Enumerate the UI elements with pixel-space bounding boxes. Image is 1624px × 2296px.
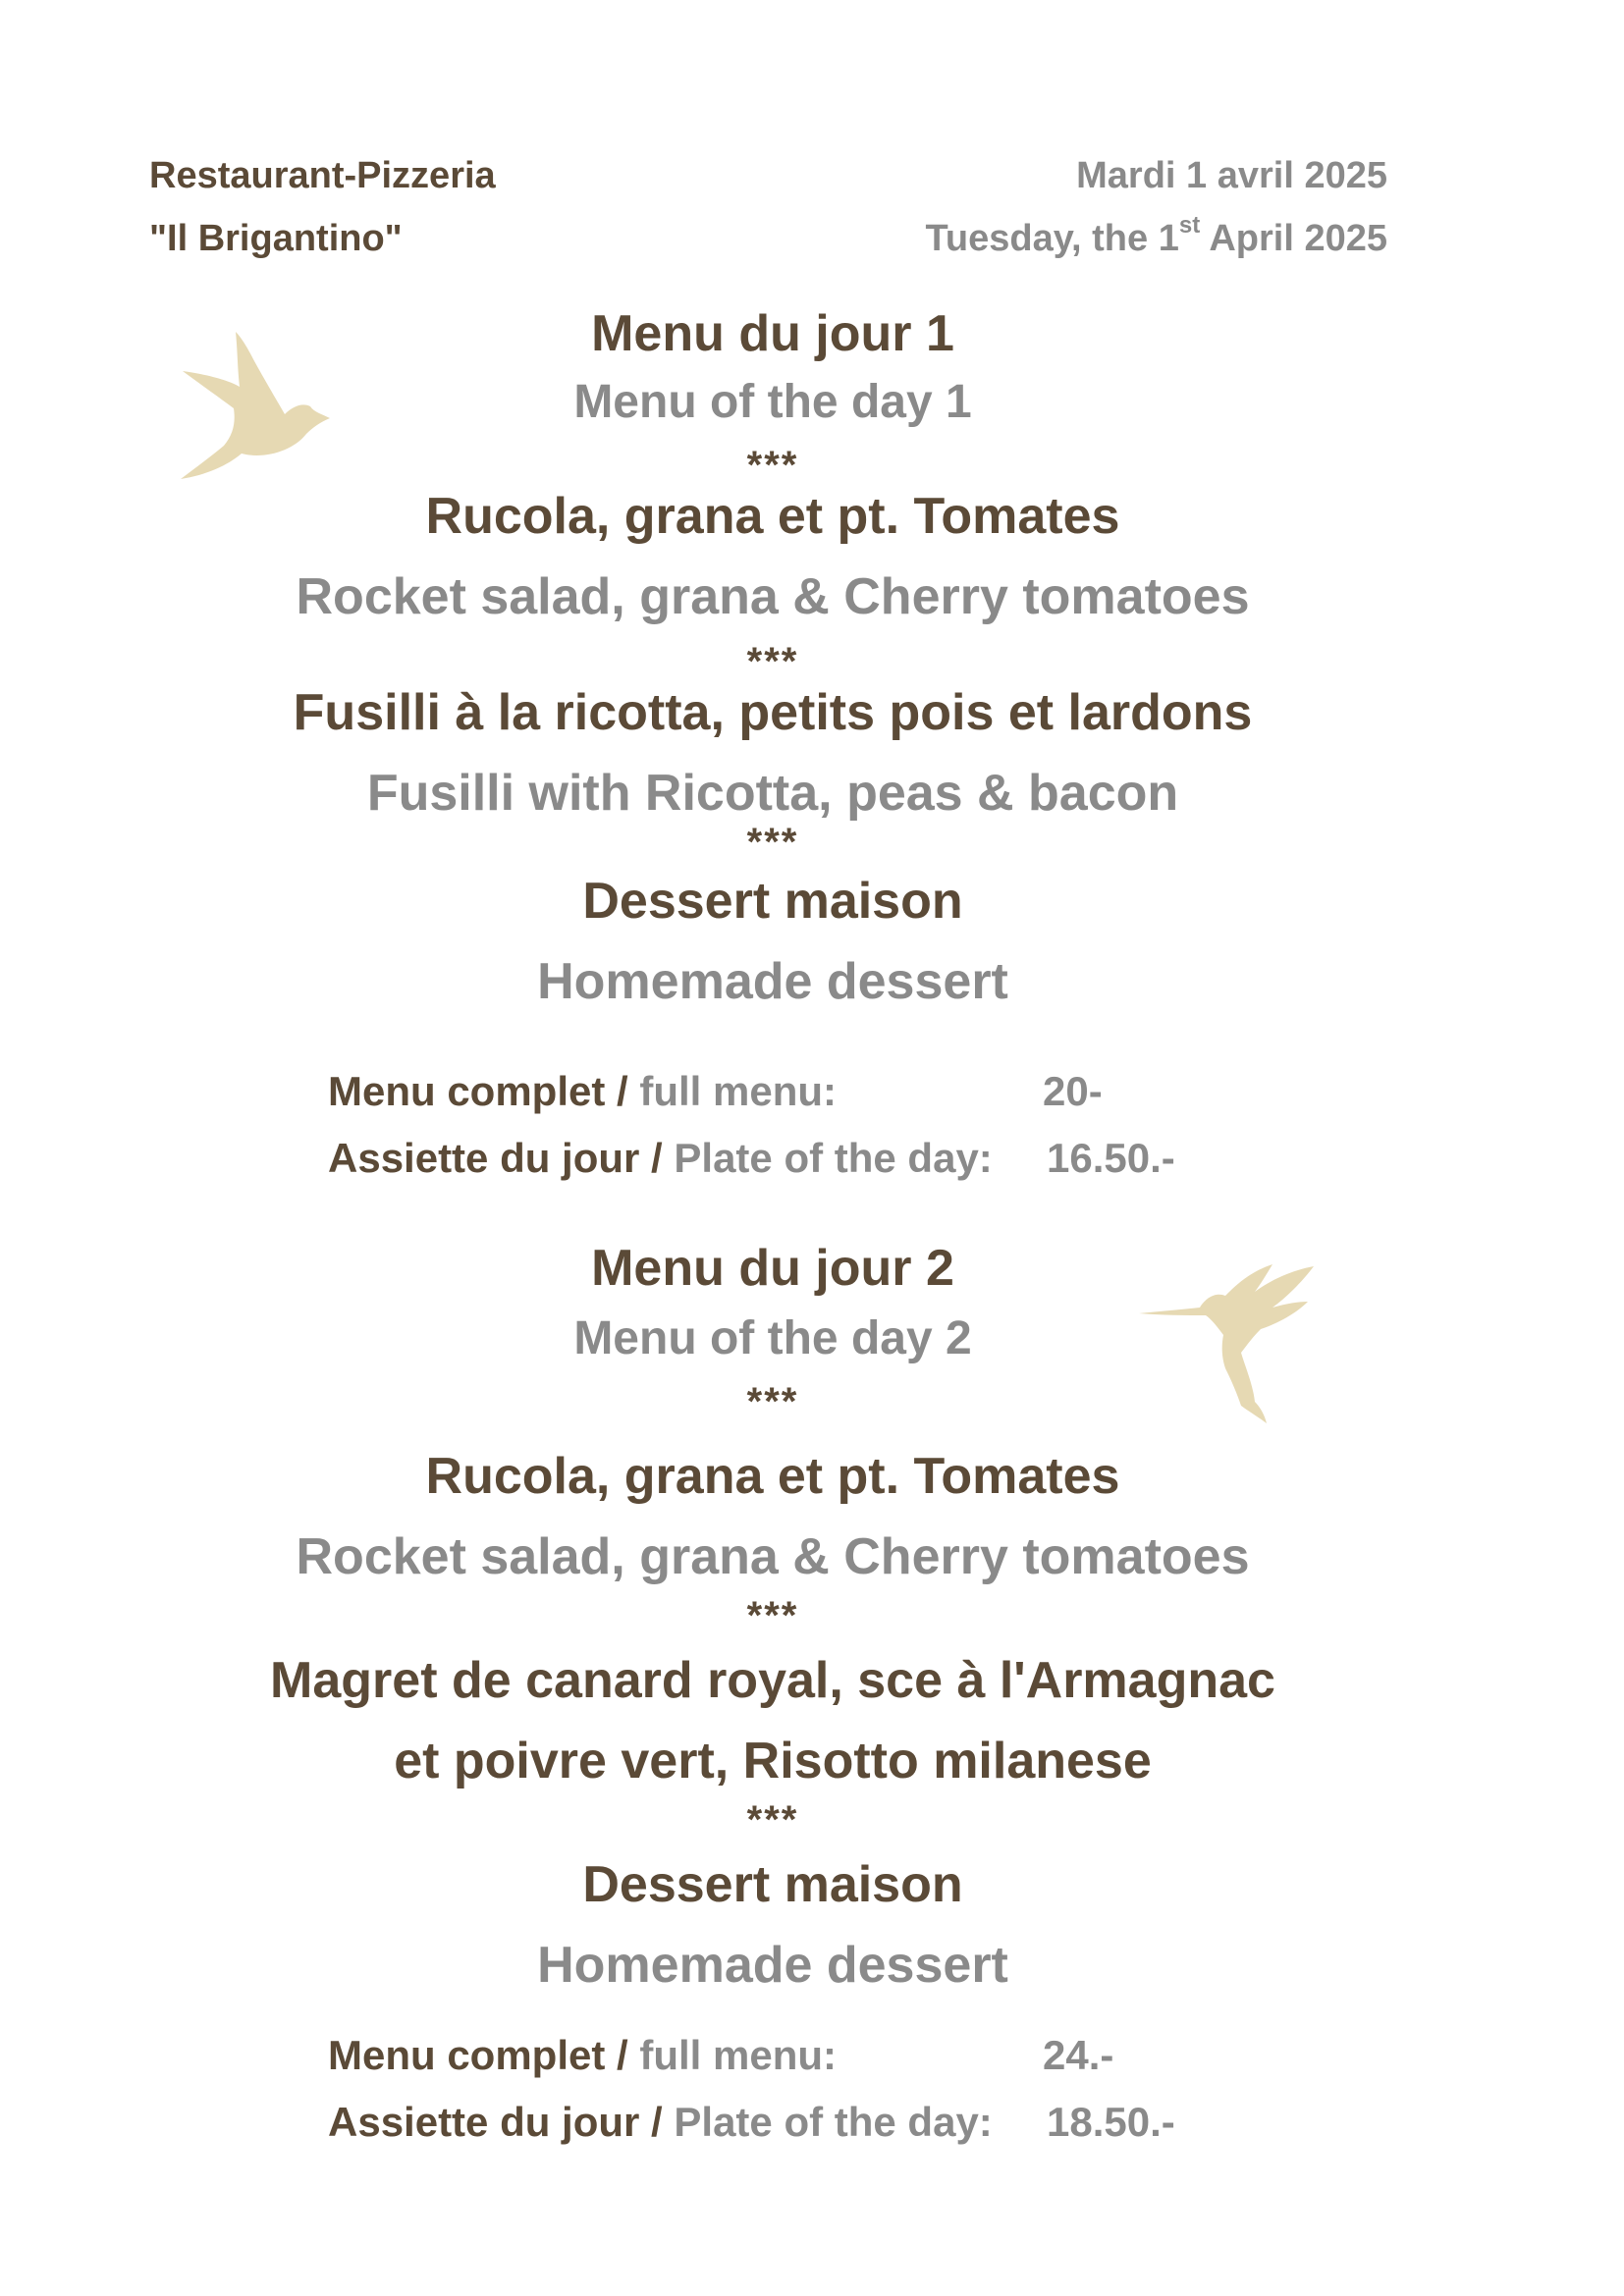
menu2-main-fr-line1: Magret de canard royal, sce à l'Armagnac (270, 1652, 1275, 1709)
menu2-dessert-en: Homemade dessert (537, 1937, 1008, 1994)
menu1-dessert-fr: Dessert maison (582, 873, 963, 930)
menu1-full-price: 20- (1043, 1068, 1103, 1114)
date-french: Mardi 1 avril 2025 (1076, 155, 1387, 196)
separator: *** (746, 1798, 799, 1842)
restaurant-type: Restaurant-Pizzeria (149, 155, 496, 196)
menu1-title-en: Menu of the day 1 (573, 376, 972, 428)
separator: *** (746, 1380, 799, 1423)
menu1-main-en: Fusilli with Ricotta, peas & bacon (366, 765, 1179, 822)
menu2-full-price: 24.- (1043, 2032, 1114, 2078)
menu1-starter-fr: Rucola, grana et pt. Tomates (425, 488, 1120, 545)
menu2-starter-fr: Rucola, grana et pt. Tomates (425, 1448, 1120, 1505)
menu2-title-en: Menu of the day 2 (573, 1312, 972, 1364)
separator: *** (746, 1594, 799, 1637)
menu1-plate-price-label: Assiette du jour / Plate of the day: (328, 1135, 993, 1181)
menu2-starter-en: Rocket salad, grana & Cherry tomatoes (296, 1528, 1250, 1585)
menu1-main-fr: Fusilli à la ricotta, petits pois et lardons (293, 684, 1253, 741)
separator: *** (746, 444, 799, 487)
menu1-dessert-en: Homemade dessert (537, 953, 1008, 1010)
menu1-starter-en: Rocket salad, grana & Cherry tomatoes (296, 568, 1250, 625)
menu2-plate-price: 18.50.- (1047, 2099, 1175, 2145)
menu2-main-fr-line2: et poivre vert, Risotto milanese (394, 1733, 1152, 1789)
menu1-plate-price: 16.50.- (1047, 1135, 1175, 1181)
menu1-full-price-label: Menu complet / full menu: (328, 1068, 838, 1114)
separator: *** (746, 821, 799, 864)
menu2-full-price-label: Menu complet / full menu: (328, 2032, 838, 2078)
date-english: Tuesday, the 1st April 2025 (925, 212, 1387, 259)
menu2-plate-price-label: Assiette du jour / Plate of the day: (328, 2099, 993, 2145)
menu2-title-fr: Menu du jour 2 (591, 1240, 954, 1297)
menu1-title-fr: Menu du jour 1 (591, 305, 954, 362)
menu2-dessert-fr: Dessert maison (582, 1856, 963, 1913)
separator: *** (746, 640, 799, 683)
restaurant-name: "Il Brigantino" (149, 218, 403, 259)
